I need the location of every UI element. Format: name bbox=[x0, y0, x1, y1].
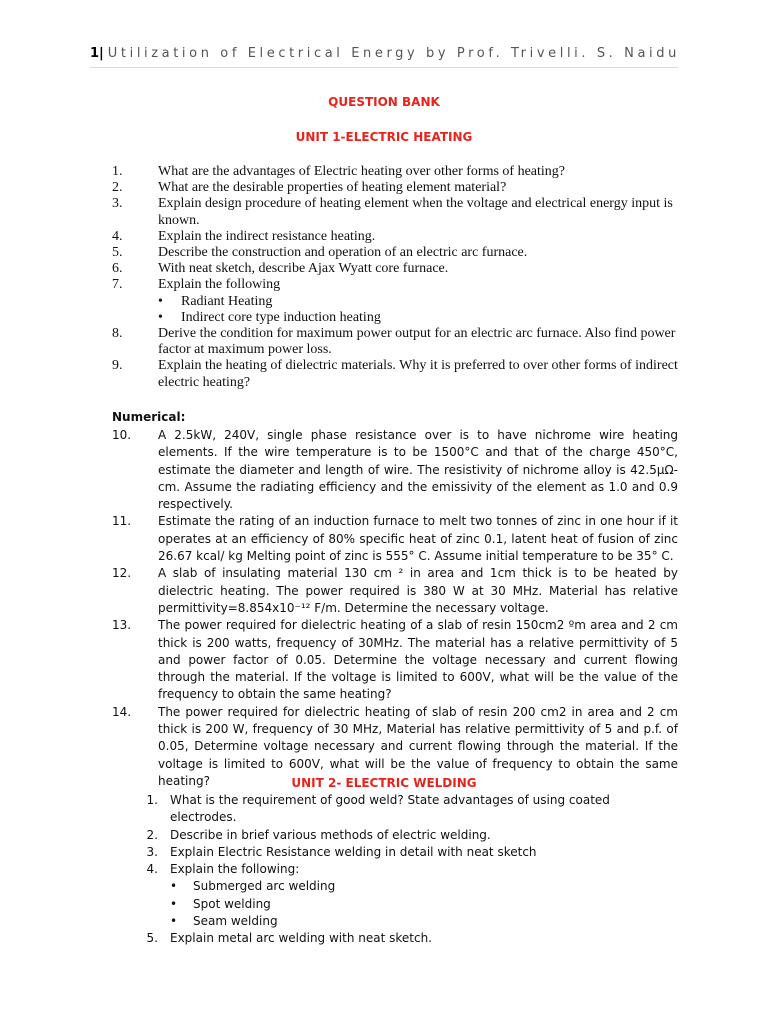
numerical-heading: Numerical: bbox=[112, 410, 186, 424]
question-number-text: 7. bbox=[112, 277, 123, 293]
unit2-question-list bbox=[112, 792, 678, 948]
question-number-text: 1. bbox=[112, 164, 123, 179]
question-text: Describe in brief various methods of electric welding. bbox=[170, 827, 491, 842]
numerical-question-list bbox=[112, 427, 678, 790]
question-number bbox=[112, 358, 158, 390]
question-number-text: 14. bbox=[112, 704, 132, 719]
question-number bbox=[112, 792, 158, 827]
question-text: The power required for dielectric heating of slab of resin 200 cm2 in area and 2 cm thick is 200 W, frequency of 30 MHz, Material has relative permittivity of 5 and p.f. of 0.05, Determine voltage necessary and current flowing through the material. If the voltage is limited to 600V, what will be the value of frequency to obtain the same heating? bbox=[158, 704, 678, 788]
question-number bbox=[112, 180, 158, 196]
question-text: The power required for dielectric heating of a slab of resin 150cm2 ºm area and 2 cm thick is 200 watts, frequency of 30MHz. The material has a relative permittivity of 5 and power factor of 0.05. Determine the voltage necessary and current flowing through the material. If the voltage is limited to 600V, what will be the value of the frequency to obtain the same heating? bbox=[158, 618, 678, 702]
question-item bbox=[112, 358, 678, 390]
question-number bbox=[112, 861, 158, 930]
question-text: Explain the heating of dielectric materials. Why it is preferred to over other forms of indirect electric heating? bbox=[158, 358, 678, 390]
question-item bbox=[112, 180, 678, 196]
sub-bullet-item bbox=[158, 310, 678, 326]
question-text: What are the advantages of Electric heating over other forms of heating? bbox=[158, 164, 565, 179]
question-item bbox=[112, 427, 678, 513]
bullet-icon: • bbox=[170, 914, 178, 929]
question-body bbox=[158, 565, 678, 617]
question-number-text: 6. bbox=[112, 261, 123, 277]
question-number bbox=[112, 617, 158, 703]
question-text: Explain the indirect resistance heating. bbox=[158, 228, 376, 244]
question-body bbox=[158, 930, 678, 947]
question-number bbox=[112, 164, 158, 180]
question-body bbox=[158, 617, 678, 703]
question-number bbox=[112, 827, 158, 844]
question-body bbox=[158, 229, 678, 245]
question-item bbox=[112, 617, 678, 703]
question-number-text: 13. bbox=[112, 618, 132, 633]
question-number-text: 8. bbox=[112, 326, 123, 342]
question-text: What is the requirement of good weld? State advantages of using coated electrodes. bbox=[170, 793, 610, 825]
question-number bbox=[112, 844, 158, 861]
sub-bullet-item bbox=[158, 294, 678, 310]
question-item bbox=[112, 513, 678, 565]
question-number-text: 5. bbox=[112, 245, 123, 261]
question-number bbox=[112, 261, 158, 277]
sub-bullet-item bbox=[170, 913, 678, 930]
sub-bullet-item bbox=[170, 896, 678, 913]
question-text: Describe the construction and operation of an electric arc furnace. bbox=[158, 245, 528, 261]
question-text: Explain the following bbox=[158, 277, 281, 293]
question-body bbox=[158, 844, 678, 861]
question-item bbox=[112, 164, 678, 180]
question-number bbox=[112, 565, 158, 617]
question-item bbox=[112, 565, 678, 617]
sub-bullet-text: Indirect core type induction heating bbox=[181, 309, 381, 325]
header-separator: | bbox=[99, 46, 104, 61]
question-number-text: 4. bbox=[146, 862, 158, 877]
question-item bbox=[112, 229, 678, 245]
bullet-icon: • bbox=[170, 879, 178, 894]
question-number-text: 3. bbox=[146, 844, 158, 859]
question-item bbox=[112, 261, 678, 277]
question-number-text: 11. bbox=[112, 514, 132, 529]
question-number bbox=[112, 229, 158, 245]
page-number: 1 bbox=[90, 46, 100, 61]
question-body bbox=[158, 427, 678, 513]
question-body bbox=[158, 164, 678, 180]
unit1-title: UNIT 1-ELECTRIC HEATING bbox=[295, 130, 473, 144]
question-body bbox=[158, 861, 678, 930]
question-number-text: 5. bbox=[146, 931, 158, 946]
question-item bbox=[112, 792, 678, 827]
question-number bbox=[112, 427, 158, 513]
question-body bbox=[158, 326, 678, 358]
question-text: Explain metal arc welding with neat sketch. bbox=[170, 931, 432, 946]
sub-bullet-text: Seam welding bbox=[193, 914, 278, 929]
page-header bbox=[90, 46, 678, 68]
question-number bbox=[112, 930, 158, 947]
question-body bbox=[158, 513, 678, 565]
question-item bbox=[112, 930, 678, 947]
unit1-question-list bbox=[112, 164, 678, 391]
question-number-text: 1. bbox=[146, 793, 158, 807]
question-body bbox=[158, 245, 678, 261]
question-number-text: 2. bbox=[112, 180, 123, 196]
unit2-title: UNIT 2- ELECTRIC WELDING bbox=[291, 776, 477, 790]
question-body bbox=[158, 261, 678, 277]
question-body bbox=[158, 277, 678, 326]
question-number bbox=[112, 513, 158, 565]
question-body bbox=[158, 358, 678, 390]
bullet-icon: • bbox=[158, 309, 163, 325]
bullet-icon: • bbox=[158, 293, 163, 309]
question-number bbox=[112, 196, 158, 228]
question-text: A 2.5kW, 240V, single phase resistance over is to have nichrome wire heating elements. If the wire temperature is to be 1500°C and that of the charge 450°C, estimate the diameter and length of wire. The resistivity of nichrome alloy is 42.5μΩ-cm. Assume the radiating efficiency and the emissivity of the element as 1.0 and 0.9 respectively. bbox=[158, 428, 678, 512]
sub-bullet-text: Spot welding bbox=[193, 896, 271, 911]
question-number bbox=[112, 277, 158, 326]
document-title: QUESTION BANK bbox=[328, 95, 440, 109]
question-text: A slab of insulating material 130 cm ² in area and 1cm thick is to be heated by dielectric heating. The power required is 380 W at 30 MHz. Material has relative permittivity=8.854x10⁻¹² F/m. Determine the necessary voltage. bbox=[158, 566, 678, 615]
question-item bbox=[112, 326, 678, 358]
bullet-icon: • bbox=[170, 896, 178, 911]
question-text: Derive the condition for maximum power output for an electric arc furnace. Also find power factor at maximum power loss. bbox=[158, 326, 676, 358]
sub-bullet-list bbox=[170, 878, 678, 930]
question-number-text: 12. bbox=[112, 566, 132, 581]
question-item bbox=[112, 827, 678, 844]
sub-bullet-list bbox=[158, 294, 678, 326]
sub-bullet-text: Radiant Heating bbox=[181, 293, 273, 309]
question-item bbox=[112, 277, 678, 326]
question-text: Estimate the rating of an induction furnace to melt two tonnes of zinc in one hour if it operates at an efficiency of 80% specific heat of zinc 0.1, latent heat of fusion of zinc 26.67 kcal/ kg Melting point of zinc is 555° C. Assume initial temperature to be 35° C. bbox=[158, 514, 678, 564]
sub-bullet-text: Submerged arc welding bbox=[193, 879, 336, 894]
question-number-text: 3. bbox=[112, 196, 123, 212]
question-number bbox=[112, 326, 158, 358]
question-number-text: 9. bbox=[112, 358, 123, 374]
question-item bbox=[112, 245, 678, 261]
sub-bullet-item bbox=[170, 878, 678, 895]
question-item bbox=[112, 844, 678, 861]
question-text: What are the desirable properties of heating element material? bbox=[158, 180, 507, 196]
question-body bbox=[158, 792, 678, 827]
question-number-text: 10. bbox=[112, 428, 132, 442]
question-item bbox=[112, 196, 678, 228]
question-number bbox=[112, 245, 158, 261]
header-title: Utilization of Electrical Energy by Prof. Trivelli. S. Naidu bbox=[107, 46, 680, 61]
question-text: Explain the following: bbox=[170, 862, 300, 877]
question-body bbox=[158, 180, 678, 196]
question-item bbox=[112, 861, 678, 930]
question-number-text: 2. bbox=[146, 827, 158, 842]
question-text: Explain Electric Resistance welding in detail with neat sketch bbox=[170, 844, 537, 859]
question-body bbox=[158, 196, 678, 228]
question-body bbox=[158, 827, 678, 844]
question-text: Explain design procedure of heating element when the voltage and electrical energy input is known. bbox=[158, 196, 673, 228]
question-number-text: 4. bbox=[112, 228, 123, 244]
question-text: With neat sketch, describe Ajax Wyatt core furnace. bbox=[158, 261, 449, 277]
